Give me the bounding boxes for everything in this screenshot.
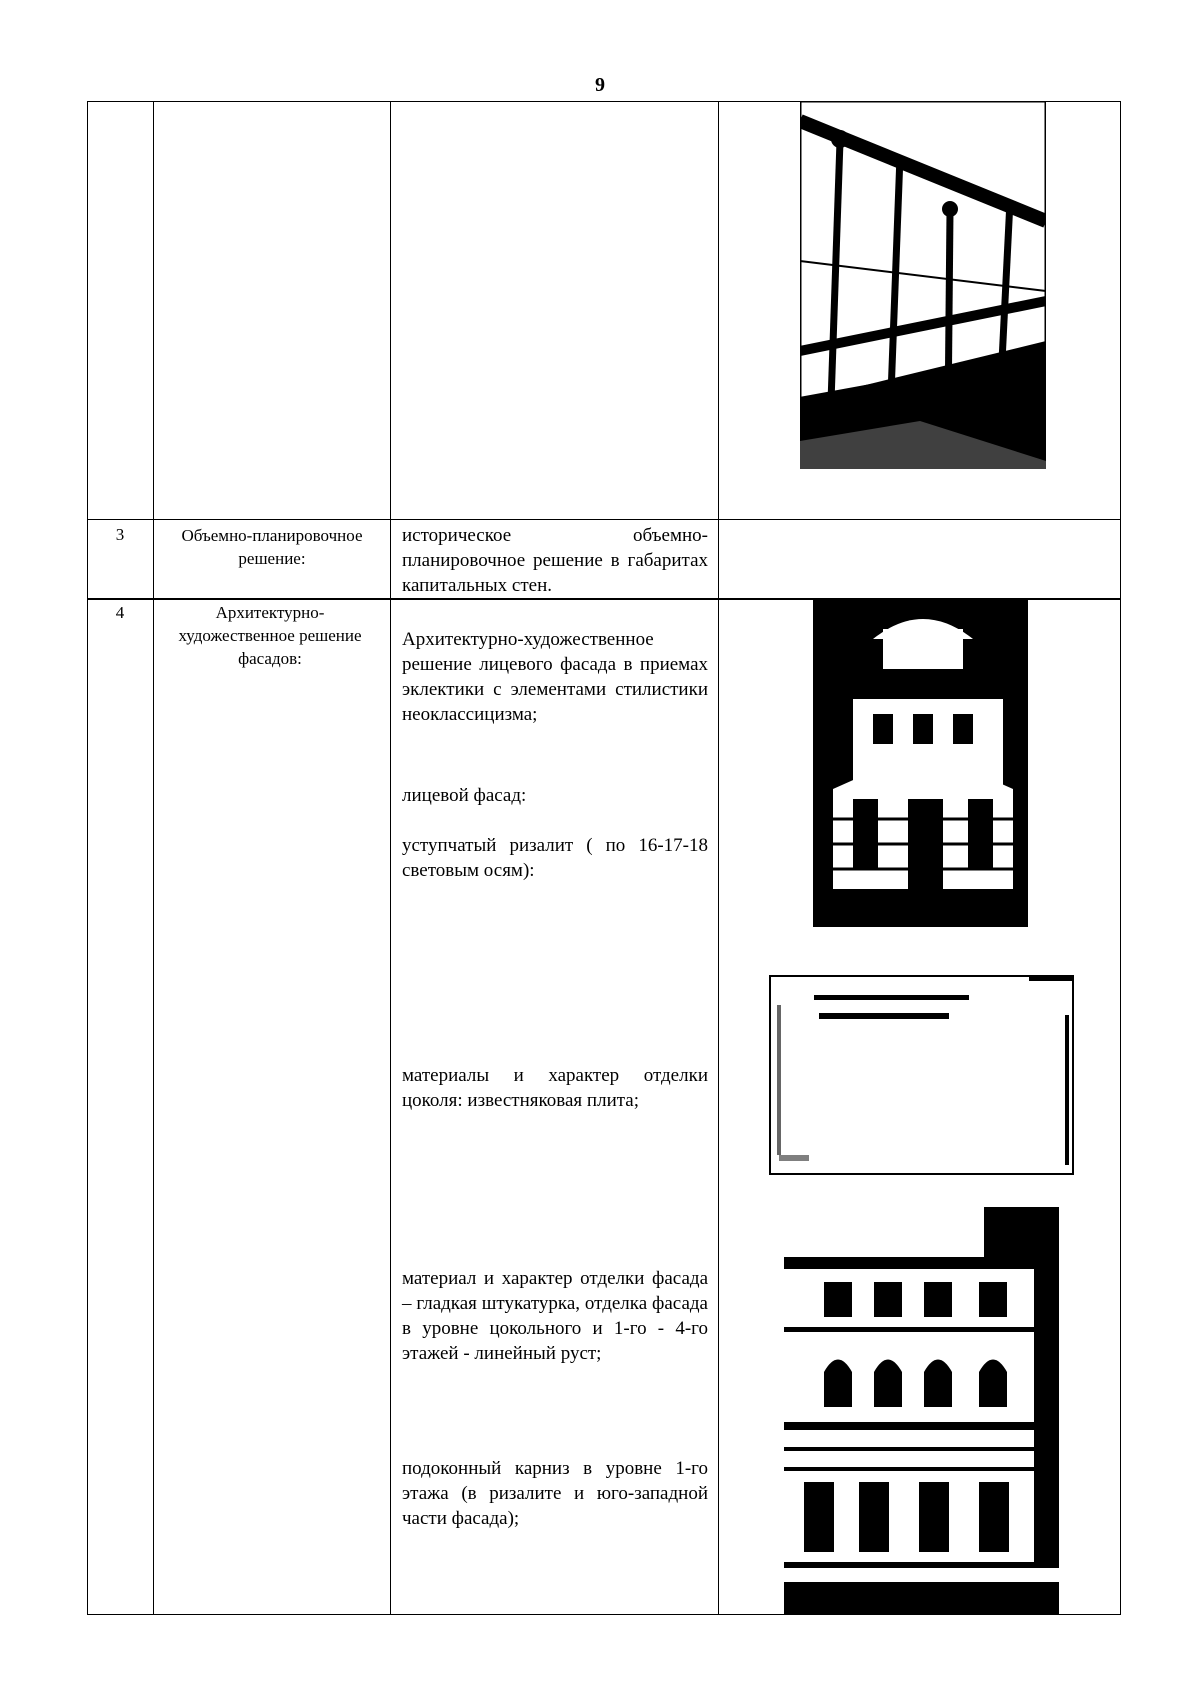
col-divider [153,101,154,1615]
description-text: материал и характер отделки фасада – гладкая штукатурка, отделка фасада в уровне цокольного и 1-го - 4-го этажей - линейный руст; [402,1268,708,1364]
row-divider [87,519,1121,520]
col-divider [718,101,719,1615]
building-photo-icon [813,599,1028,927]
row-description [402,783,708,808]
railing-photo-icon [800,101,1046,469]
row-number: 3 [115,525,125,544]
page-number: 9 [595,74,605,96]
building-photo-icon [784,1207,1059,1615]
col-divider [87,101,88,1615]
description-text: историческое объемно-планировочное решение в габаритах капитальных стен. [402,525,708,596]
row-description [402,1266,708,1366]
row-description [402,833,708,883]
description-text: лицевой фасад: [402,785,527,806]
row-description [402,627,708,727]
row-label: Архитектурно-художественное решение фасадов: [178,603,362,668]
description-text: материалы и характер отделки цоколя: известняковая плита; [402,1065,708,1111]
description-text: уступчатый ризалит ( по 16-17-18 световым осям): [402,835,708,881]
col-divider [390,101,391,1615]
row-number: 4 [115,603,125,622]
row-description [402,1063,708,1113]
wall-photo-icon [769,975,1074,1175]
row-label: Объемно-планировочное решение: [181,526,363,568]
document-table [87,101,1121,1615]
description-text: подоконный карниз в уровне 1-го этажа (в ризалите и юго-западной части фасада); [402,1458,708,1529]
col-divider [1120,101,1121,1615]
row-description [402,1456,708,1531]
row-description [402,523,708,598]
description-text: Архитектурно-художественное решение лицевого фасада в приемах эклектики с элементами стилистики неоклассицизма; [402,629,708,725]
